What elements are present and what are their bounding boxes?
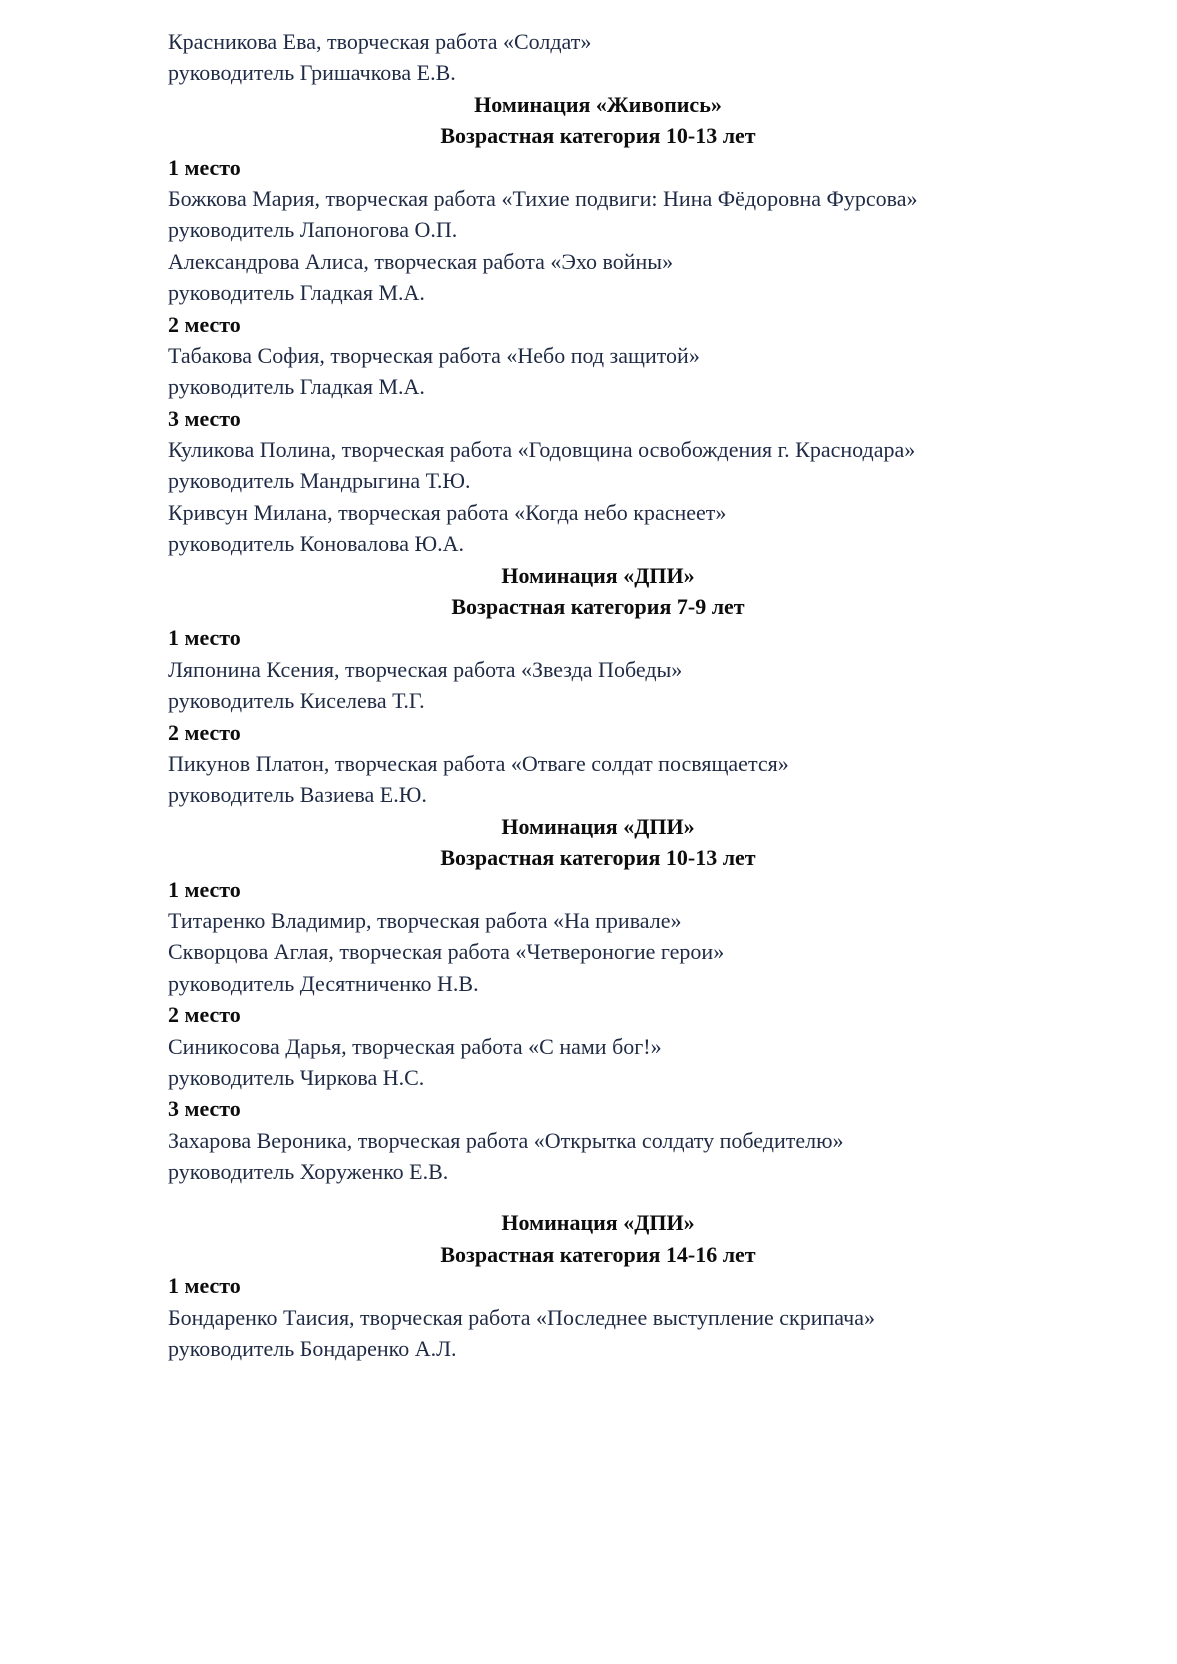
place-heading: 1 место (168, 625, 241, 651)
entry-line: Табакова София, творческая работа «Небо под защитой» (168, 342, 700, 368)
entry-line: Ляпонина Ксения, творческая работа «Звезда Победы» (168, 656, 683, 682)
supervisor-line: руководитель Мандрыгина Т.Ю. (168, 468, 471, 494)
entry-line: Кривсун Милана, творческая работа «Когда небо краснеет» (168, 499, 727, 525)
supervisor-line: руководитель Чиркова Н.С. (168, 1064, 425, 1090)
nomination-heading: Номинация «ДПИ» (501, 813, 695, 839)
entry-line: Куликова Полина, творческая работа «Годовщина освобождения г. Краснодара» (168, 437, 916, 463)
supervisor-line: руководитель Гладкая М.А. (168, 280, 425, 306)
supervisor-line: руководитель Коновалова Ю.А. (168, 531, 464, 557)
supervisor-line: руководитель Лапоногова О.П. (168, 217, 458, 243)
nomination-heading: Номинация «ДПИ» (501, 562, 695, 588)
entry-line: Титаренко Владимир, творческая работа «На привале» (168, 907, 682, 933)
nomination-heading: Номинация «Живопись» (474, 91, 722, 117)
supervisor-line: руководитель Бондаренко А.Л. (168, 1336, 457, 1362)
place-heading: 1 место (168, 876, 241, 902)
supervisor-line: руководитель Киселева Т.Г. (168, 688, 425, 714)
place-heading: 3 место (168, 405, 241, 431)
supervisor-line: руководитель Гладкая М.А. (168, 374, 425, 400)
place-heading: 3 место (168, 1096, 241, 1122)
age-category-heading: Возрастная категория 14-16 лет (440, 1241, 756, 1267)
supervisor-line: руководитель Хоруженко Е.В. (168, 1159, 449, 1185)
age-category-heading: Возрастная категория 10-13 лет (440, 845, 756, 871)
age-category-heading: Возрастная категория 7-9 лет (451, 594, 745, 620)
supervisor-line: руководитель Десятниченко Н.В. (168, 970, 479, 996)
place-heading: 1 место (168, 154, 241, 180)
entry-line: Александрова Алиса, творческая работа «Эхо войны» (168, 248, 674, 274)
entry-line: Божкова Мария, творческая работа «Тихие подвиги: Нина Фёдоровна Фурсова» (168, 185, 918, 211)
entry-line: Красникова Ева, творческая работа «Солдат» (168, 29, 592, 54)
nomination-heading: Номинация «ДПИ» (501, 1210, 695, 1236)
entry-line: Синикосова Дарья, творческая работа «С нами бог!» (168, 1033, 662, 1059)
entry-line: Пикунов Платон, творческая работа «Отваге солдат посвящается» (168, 750, 789, 776)
age-category-heading: Возрастная категория 10-13 лет (440, 123, 756, 149)
place-heading: 2 место (168, 1002, 241, 1028)
supervisor-line: руководитель Вазиева Е.Ю. (168, 782, 427, 808)
place-heading: 2 место (168, 719, 241, 745)
supervisor-line: руководитель Гришачкова Е.В. (168, 60, 456, 86)
entry-line: Бондаренко Таисия, творческая работа «Последнее выступление скрипача» (168, 1304, 876, 1330)
document-body (168, 26, 1028, 1364)
entry-line: Захарова Вероника, творческая работа «Открытка солдату победителю» (168, 1127, 844, 1153)
place-heading: 2 место (168, 311, 241, 337)
place-heading: 1 место (168, 1273, 241, 1299)
entry-line: Скворцова Аглая, творческая работа «Четвероногие герои» (168, 939, 725, 965)
section-spacer (168, 1187, 1028, 1207)
